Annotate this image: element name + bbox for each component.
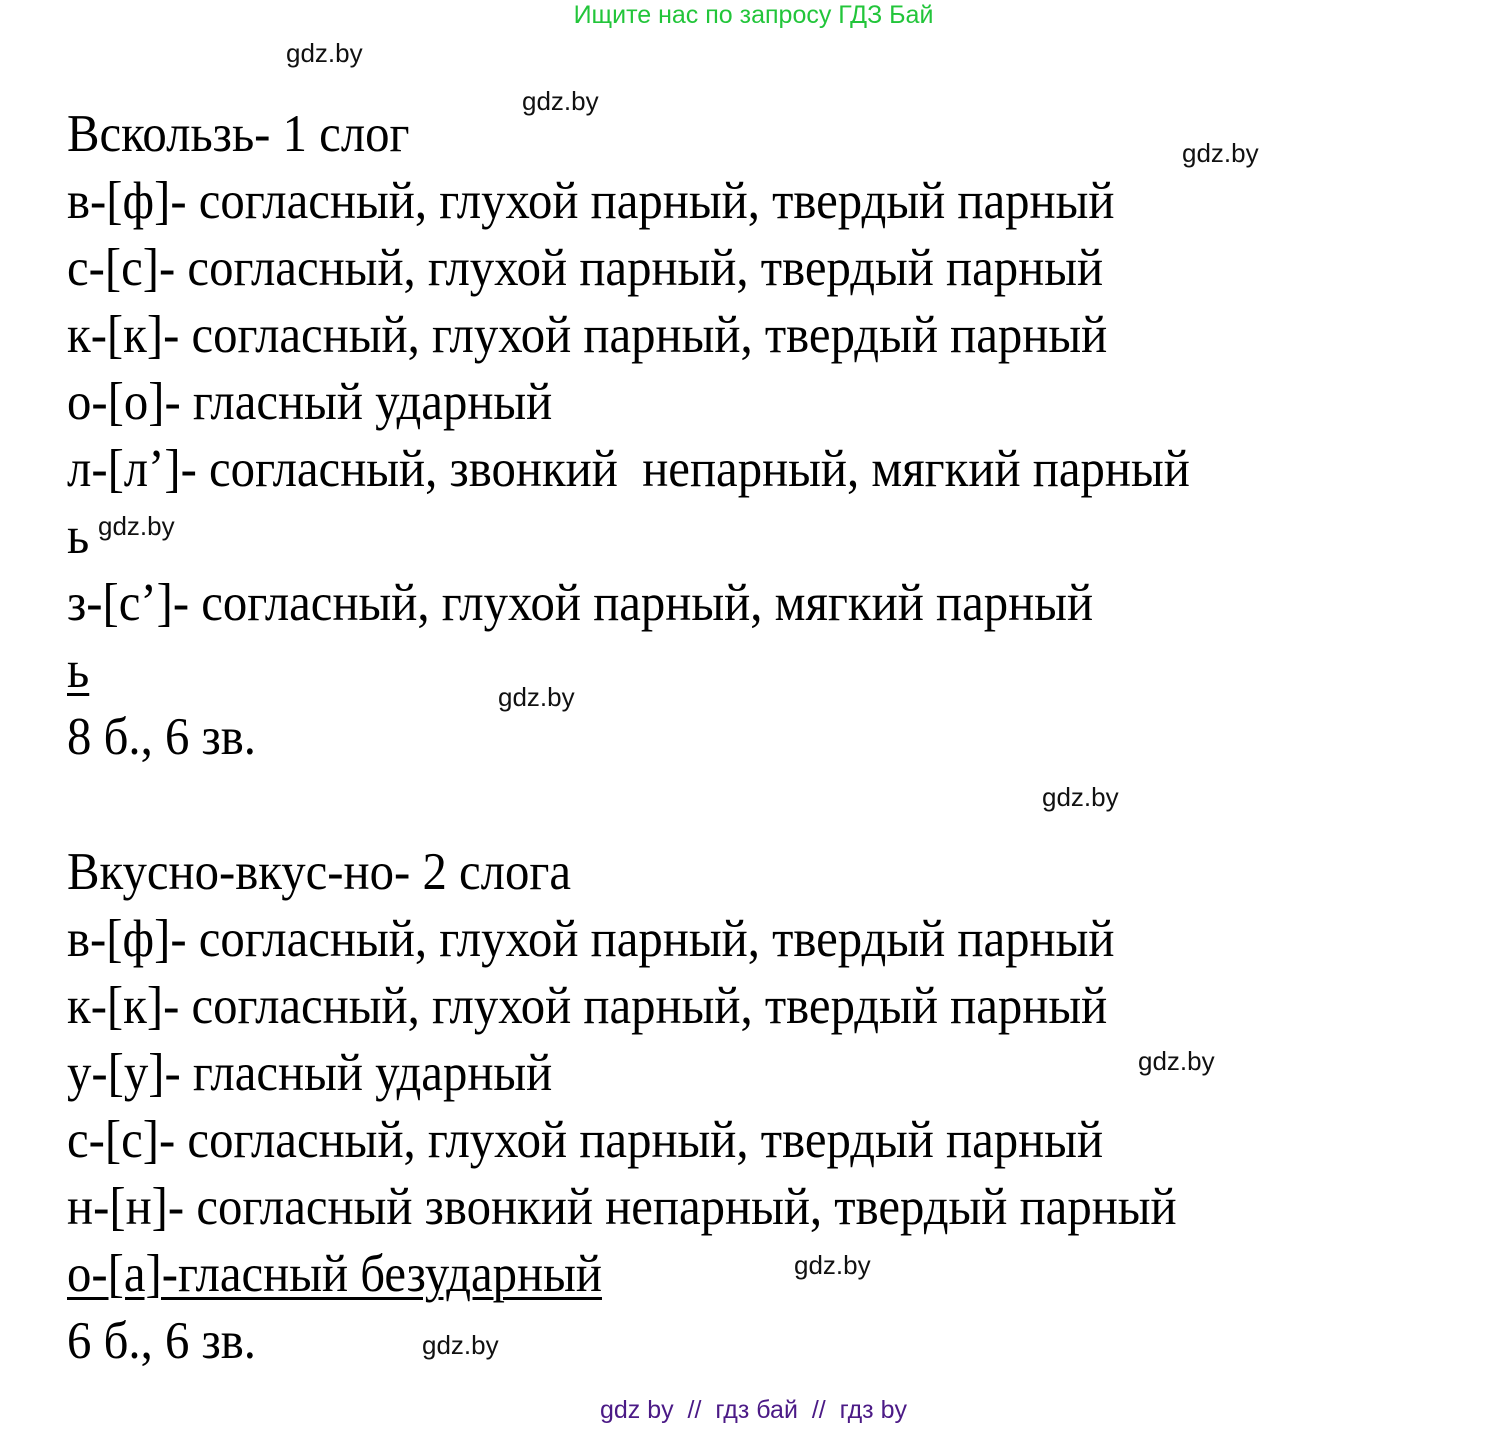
watermark: gdz.by: [286, 38, 363, 68]
watermark: gdz.by: [1042, 782, 1119, 812]
watermark: gdz.by: [1138, 1046, 1215, 1076]
section-2-summary: 6 б., 6 зв.: [67, 1312, 257, 1370]
phonetic-line: у-[у]- гласный ударный: [67, 1044, 553, 1102]
phonetic-line: л-[л’]- согласный, звонкий непарный, мягкий парный: [67, 440, 1190, 498]
section-1-title: Вскользь- 1 слог: [67, 105, 410, 163]
footer-watermark: gdz by // гдз бай // гдз by: [599, 1396, 907, 1424]
phonetic-line: к-[к]- согласный, глухой парный, твердый парный: [67, 977, 1108, 1035]
phonetic-line: н-[н]- согласный звонкий непарный, твердый парный: [67, 1178, 1177, 1236]
watermark: gdz.by: [98, 511, 175, 541]
phonetic-line: о-[а]-гласный безударный: [67, 1245, 602, 1303]
phonetic-line: к-[к]- согласный, глухой парный, твердый парный: [67, 306, 1108, 364]
watermark: gdz.by: [422, 1330, 499, 1360]
phonetic-line: в-[ф]- согласный, глухой парный, твердый парный: [67, 910, 1115, 968]
section-2-title: Вкусно-вкус-но- 2 слога: [67, 843, 572, 901]
phonetic-line: в-[ф]- согласный, глухой парный, твердый парный: [67, 172, 1115, 230]
watermark: gdz.by: [1182, 138, 1259, 168]
phonetic-line: ь: [67, 507, 90, 565]
phonetic-line: з-[с’]- согласный, глухой парный, мягкий парный: [67, 574, 1094, 632]
watermark: gdz.by: [522, 86, 599, 116]
phonetic-line: с-[с]- согласный, глухой парный, твердый парный: [67, 1111, 1104, 1169]
phonetic-line: ь: [67, 641, 90, 699]
watermark: gdz.by: [498, 682, 575, 712]
phonetic-line: о-[о]- гласный ударный: [67, 373, 553, 431]
watermark: gdz.by: [794, 1250, 871, 1280]
search-banner: Ищите нас по запросу ГДЗ Бай: [573, 1, 934, 29]
section-1-summary: 8 б., 6 зв.: [67, 708, 257, 766]
phonetic-line: с-[с]- согласный, глухой парный, твердый парный: [67, 239, 1104, 297]
